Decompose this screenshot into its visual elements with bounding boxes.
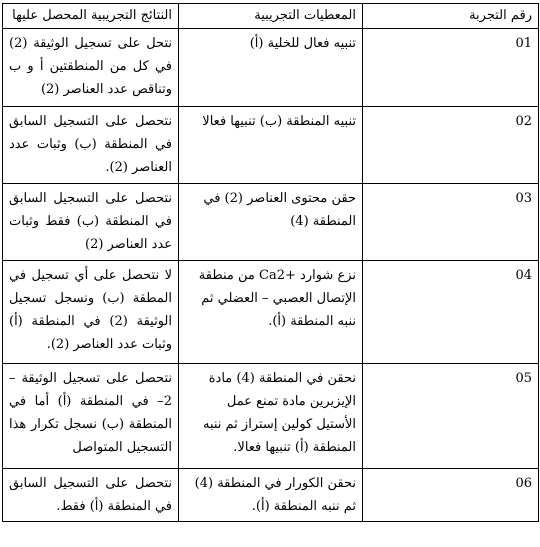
experimental-results-cell: نتحصل على التسجيل السابق في المنطقة (ب) فقط وثبات عدد العناصر (2) — [3, 184, 179, 261]
experimental-results-cell: نتحصل على تسجيل الوثيقة – 2– في المنطقة (أ) أما في المنطقة (ب) نسجل تكرار هذا التسجيل المتواصل — [3, 364, 179, 469]
experimental-results-cell: نتحل على تسجيل الوثيقة (2) في كل من المنطقتين أ و ب وتناقص عدد العناصر (2) — [3, 29, 179, 107]
table-row — [3, 29, 539, 107]
experimental-data-cell: نحقن في المنطقة (4) مادة الإيزيرين مادة تمنع عمل الأستيل كولين إستراز ثم ننبه المنطقة (أ) تنبيها فعالا. — [179, 364, 363, 469]
experimental-data-cell: تنبيه فعال للخلية (أ) — [179, 29, 363, 107]
experiment-number-cell: 02 — [363, 107, 539, 184]
experiment-number-cell: 03 — [363, 184, 539, 261]
experiment-number-cell: 04 — [363, 261, 539, 364]
experiment-number-cell: 01 — [363, 29, 539, 107]
table-row — [3, 364, 539, 469]
experimental-data-cell: حقن محتوى العناصر (2) في المنطقة (4) — [179, 184, 363, 261]
header-experiment-number: رقم التجربة — [363, 4, 539, 29]
table-row — [3, 469, 539, 522]
experimental-data-cell: نحقن الكورار في المنطقة (4) ثم ننبه المنطقة (أ). — [179, 469, 363, 522]
header-experimental-results: النتائج التجريبية المحصل عليها — [3, 4, 179, 29]
table-header-row — [3, 4, 539, 29]
experimental-results-cell: نتحصل على التسجيل السابق في المنطقة (أ) فقط. — [3, 469, 179, 522]
experiment-number-cell: 05 — [363, 364, 539, 469]
table-row — [3, 261, 539, 364]
table-row — [3, 107, 539, 184]
experimental-results-cell: لا نتحصل على أي تسجيل في المطقة (ب) ونسجل تسجيل الوثيقة (2) في المنطقة (أ) وثبات عدد العناصر (2). — [3, 261, 179, 364]
header-experimental-data: المعطيات التجريبية — [179, 4, 363, 29]
experimental-data-cell: نزع شوارد +Ca2 من منطقة الإتصال العصبي – العضلي ثم ننبه المنطقة (أ). — [179, 261, 363, 364]
experimental-data-cell: تنبيه المنطقة (ب) تنبيها فعالا — [179, 107, 363, 184]
experiments-table — [2, 3, 539, 522]
table-row — [3, 184, 539, 261]
experiment-number-cell: 06 — [363, 469, 539, 522]
experimental-results-cell: نتحصل على التسجيل السابق في المنطقة (ب) وثبات عدد العناصر (2). — [3, 107, 179, 184]
